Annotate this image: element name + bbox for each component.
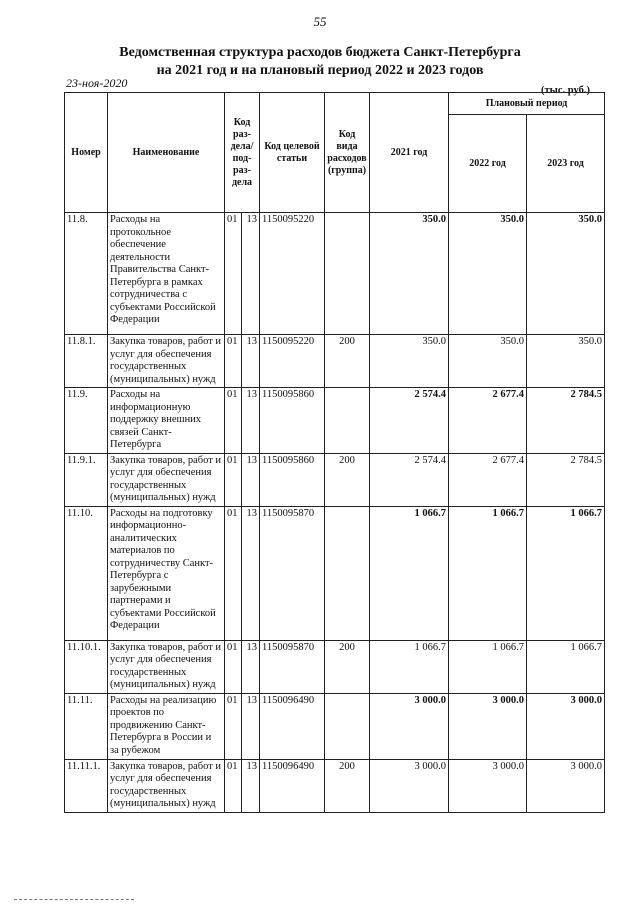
row-target-code: 1150095860: [260, 453, 325, 506]
row-name: Расходы на подготовку информационно-аналитических материалов по сотрудничеству Санкт-Петербурга с зарубежными партнерами и субъектами Российской Федерации: [108, 506, 225, 640]
header-number: Номер: [65, 93, 108, 213]
document-title: [0, 44, 640, 80]
document-date: 23-ноя-2020: [66, 76, 128, 90]
row-number: 11.9.1.: [65, 453, 108, 506]
units-label: (тыс. руб.): [541, 85, 590, 96]
row-target-code: 1150095220: [260, 335, 325, 388]
row-subsection-code: 13: [242, 335, 260, 388]
row-target-code: 1150095870: [260, 640, 325, 693]
row-expense-type: 200: [325, 453, 370, 506]
table-row: [65, 693, 605, 759]
row-amount-2021: 3 000.0: [370, 693, 449, 759]
table-row: [65, 335, 605, 388]
row-subsection-code: 13: [242, 693, 260, 759]
row-section-code: 01: [225, 693, 242, 759]
row-section-code: 01: [225, 335, 242, 388]
row-amount-2021: 1 066.7: [370, 640, 449, 693]
row-amount-2023: 1 066.7: [527, 506, 605, 640]
header-row: [65, 93, 605, 115]
row-amount-2022: 3 000.0: [449, 693, 527, 759]
row-target-code: 1150095860: [260, 388, 325, 454]
budget-table: [64, 92, 605, 813]
table-row: [65, 640, 605, 693]
table-row: [65, 388, 605, 454]
budget-table-body: [65, 213, 605, 813]
row-target-code: 1150095870: [260, 506, 325, 640]
row-target-code: 1150096490: [260, 759, 325, 812]
row-target-code: 1150095220: [260, 213, 325, 335]
row-subsection-code: 13: [242, 506, 260, 640]
row-target-code: 1150096490: [260, 693, 325, 759]
row-number: 11.11.: [65, 693, 108, 759]
row-amount-2021: 2 574.4: [370, 388, 449, 454]
row-subsection-code: 13: [242, 213, 260, 335]
row-subsection-code: 13: [242, 759, 260, 812]
row-expense-type: [325, 506, 370, 640]
header-2023: 2023 год: [527, 115, 605, 213]
row-amount-2022: 2 677.4: [449, 388, 527, 454]
row-subsection-code: 13: [242, 640, 260, 693]
row-name: Закупка товаров, работ и услуг для обеспечения государственных (муниципальных) нужд: [108, 335, 225, 388]
row-number: 11.10.: [65, 506, 108, 640]
row-subsection-code: 13: [242, 388, 260, 454]
row-amount-2022: 1 066.7: [449, 506, 527, 640]
row-section-code: 01: [225, 640, 242, 693]
row-name: Расходы на информационную поддержку внешних связей Санкт-Петербурга: [108, 388, 225, 454]
row-amount-2022: 350.0: [449, 213, 527, 335]
row-expense-type: [325, 693, 370, 759]
row-expense-type: [325, 213, 370, 335]
row-amount-2021: 350.0: [370, 335, 449, 388]
row-amount-2021: 1 066.7: [370, 506, 449, 640]
header-target: Код целевой статьи: [260, 93, 325, 213]
row-number: 11.11.1.: [65, 759, 108, 812]
header-expense-type: Код вида расходов (группа): [325, 93, 370, 213]
row-name: Расходы на реализацию проектов по продвижению Санкт-Петербурга в России и за рубежом: [108, 693, 225, 759]
row-section-code: 01: [225, 388, 242, 454]
row-amount-2023: 3 000.0: [527, 693, 605, 759]
row-amount-2023: 350.0: [527, 213, 605, 335]
header-name: Наименование: [108, 93, 225, 213]
row-expense-type: 200: [325, 759, 370, 812]
row-section-code: 01: [225, 453, 242, 506]
row-amount-2023: 350.0: [527, 335, 605, 388]
header-2021: 2021 год: [370, 93, 449, 213]
row-amount-2022: 3 000.0: [449, 759, 527, 812]
row-amount-2023: 2 784.5: [527, 453, 605, 506]
header-planning-period: Плановый период: [449, 93, 605, 115]
row-expense-type: 200: [325, 640, 370, 693]
row-section-code: 01: [225, 213, 242, 335]
table-row: [65, 506, 605, 640]
table-row: [65, 759, 605, 812]
header-2022: 2022 год: [449, 115, 527, 213]
row-number: 11.9.: [65, 388, 108, 454]
row-section-code: 01: [225, 506, 242, 640]
row-amount-2023: 2 784.5: [527, 388, 605, 454]
row-amount-2021: 350.0: [370, 213, 449, 335]
row-number: 11.10.1.: [65, 640, 108, 693]
row-amount-2022: 1 066.7: [449, 640, 527, 693]
page-number: 55: [313, 14, 327, 29]
row-name: Закупка товаров, работ и услуг для обеспечения государственных (муниципальных) нужд: [108, 759, 225, 812]
row-amount-2023: 1 066.7: [527, 640, 605, 693]
row-expense-type: 200: [325, 335, 370, 388]
row-name: Закупка товаров, работ и услуг для обеспечения государственных (муниципальных) нужд: [108, 453, 225, 506]
row-number: 11.8.: [65, 213, 108, 335]
row-name: Закупка товаров, работ и услуг для обеспечения государственных (муниципальных) нужд: [108, 640, 225, 693]
row-amount-2021: 3 000.0: [370, 759, 449, 812]
table-row: [65, 453, 605, 506]
row-amount-2023: 3 000.0: [527, 759, 605, 812]
row-number: 11.8.1.: [65, 335, 108, 388]
row-subsection-code: 13: [242, 453, 260, 506]
row-expense-type: [325, 388, 370, 454]
row-amount-2021: 2 574.4: [370, 453, 449, 506]
title-line-2: на 2021 год и на плановый период 2022 и 2023 годов: [156, 63, 484, 78]
row-amount-2022: 350.0: [449, 335, 527, 388]
row-section-code: 01: [225, 759, 242, 812]
title-line-1: Ведомственная структура расходов бюджета Санкт-Петербурга: [119, 45, 521, 60]
scan-artifact: [14, 899, 134, 902]
header-section: Код раз- дела/ под- раз- дела: [225, 93, 260, 213]
row-name: Расходы на протокольное обеспечение деятельности Правительства Санкт-Петербурга в рамках сотрудничества с субъектами Российской Федерации: [108, 213, 225, 335]
table-row: [65, 213, 605, 335]
row-amount-2022: 2 677.4: [449, 453, 527, 506]
